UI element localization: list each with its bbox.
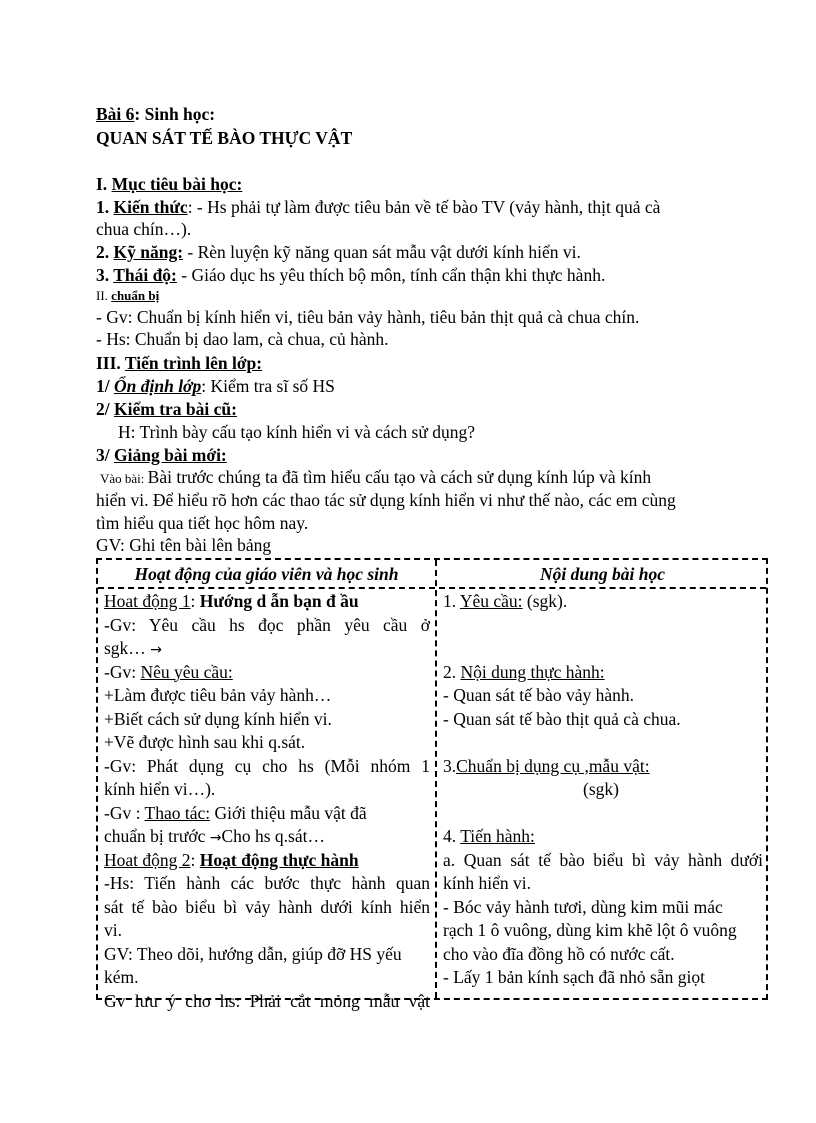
left-line-10-rest: Cho hs q.sát…: [221, 826, 326, 846]
prep-teacher: - Gv: Chuẩn bị kính hiển vi, tiêu bản vảy hành, tiêu bản thịt quả cà chua chín.: [96, 307, 640, 327]
attitude-label: Thái độ:: [113, 265, 177, 285]
attitude-text: - Giáo dục hs yêu thích bộ môn, tính cẩn thận khi thực hành.: [176, 265, 606, 285]
intro-label: Vào bài:: [100, 471, 148, 486]
knowledge-label: Kiến thức: [113, 197, 188, 217]
left-line-8: kính hiển vi…).: [104, 779, 216, 799]
step1-line: [96, 375, 335, 397]
skill-text: - Rèn luyện kỹ năng quan sát mẫu vật dưới kính hiển vi.: [183, 242, 581, 262]
content-line-8: a. Quan sát tế bào biểu bì vảy hành dưới: [443, 849, 763, 870]
activity1-colon: :: [190, 591, 200, 611]
left-line-15: kém.: [104, 967, 139, 987]
right-arrow-icon: →: [209, 830, 222, 846]
content-line-4: - Quan sát tế bào thịt quả cà chua.: [443, 708, 681, 729]
content-item-1-num: 1.: [443, 591, 460, 611]
left-line-9-rest: Giới thiệu mẫu vật đã: [210, 802, 367, 823]
left-line-2-text: sgk…: [104, 638, 151, 658]
table-header-left: Hoạt động của giáo viên và học sinh: [134, 564, 399, 584]
content-item-4-num: 4.: [443, 826, 461, 846]
lesson-title: QUAN SÁT TẾ BÀO THỰC VẬT: [96, 128, 353, 148]
activity2-colon: :: [190, 849, 200, 870]
table-header-right: Nội dung bài học: [540, 564, 665, 584]
content-item-3: [443, 755, 763, 779]
intro-line-2: hiển vi. Để hiểu rõ hơn các thao tác sử dụng kính hiển vi như thế nào, các em cùng: [96, 490, 676, 510]
section3-title: Tiến trình lên lớp:: [124, 353, 263, 373]
left-line-2: [104, 637, 430, 661]
table-left-cell: [104, 590, 430, 1013]
knowledge-line: [96, 196, 660, 218]
lesson-table: [96, 558, 768, 1011]
intro-line-3: tìm hiểu qua tiết học hôm nay.: [96, 513, 309, 533]
step1-num: 1/: [96, 376, 114, 396]
content-item-2-label: Nội dung thực hành:: [460, 661, 605, 682]
spacer: [443, 637, 763, 661]
content-item-3-num: 3.: [443, 755, 457, 776]
intro-line-1: [100, 466, 651, 490]
content-line-3: - Quan sát tế bào vảy hành.: [443, 685, 634, 705]
activity1-title: Hướng d ẫn bạn đ ầu: [199, 591, 359, 611]
step1-text: : Kiểm tra sĩ số HS: [201, 376, 335, 396]
table-column-divider: [435, 560, 437, 998]
intro-text-1: Bài trước chúng ta đã tìm hiểu cấu tạo và cách sử dụng kính lúp và kính: [147, 467, 652, 487]
section2-num: II.: [96, 288, 112, 303]
content-item-1-rest: (sgk).: [522, 591, 568, 611]
step3-line: [96, 444, 227, 466]
content-line-6: (sgk): [583, 779, 619, 799]
table-right-cell: [443, 590, 763, 990]
activity2-label: Hoat động 2: [104, 849, 191, 870]
section2-title: chuẩn bị: [111, 288, 160, 303]
content-line-12: cho vào đĩa đồng hồ có nước cất.: [443, 943, 675, 964]
content-item-2-num: 2.: [443, 661, 461, 682]
left-line-4: +Làm được tiêu bản vảy hành…: [104, 685, 332, 705]
content-line-11: rạch 1 ô vuông, dùng kim khẽ lột ô vuông: [443, 920, 737, 940]
left-line-13: vi.: [104, 920, 122, 940]
left-line-12: sát tế bào biểu bì vảy hành dưới kính hiển: [104, 896, 430, 917]
section2-heading: [96, 285, 159, 307]
content-line-9: kính hiển vi.: [443, 873, 531, 893]
content-item-2: [443, 661, 763, 685]
left-line-3-label: Nêu yêu cầu:: [140, 661, 233, 682]
skill-line: [96, 241, 581, 263]
right-arrow-icon: →: [150, 642, 162, 658]
content-item-3-label: Chuẩn bị dụng cụ ,mẫu vật:: [456, 755, 650, 776]
spacer: [443, 731, 763, 755]
left-line-10: [104, 825, 430, 849]
skill-label: Kỹ năng:: [113, 242, 184, 262]
left-line-5: +Biết cách sử dụng kính hiển vi.: [104, 708, 332, 729]
prep-students: - Hs: Chuẩn bị dao lam, cà chua, củ hành.: [96, 329, 389, 349]
skill-num: 2.: [96, 242, 114, 262]
lesson-subject: : Sinh học:: [134, 104, 216, 124]
left-line-3-prefix: -Gv:: [104, 661, 141, 682]
activity1-heading: [104, 590, 430, 614]
left-line-10-text: chuẩn bị trước: [104, 826, 210, 846]
step2-label: Kiểm tra bài cũ:: [114, 399, 237, 419]
section1-heading: [96, 173, 242, 195]
content-item-4-label: Tiến hành:: [460, 826, 535, 846]
left-line-6: +Vẽ được hình sau khi q.sát.: [104, 732, 306, 752]
section1-num: I.: [96, 174, 112, 194]
attitude-line: [96, 264, 605, 286]
content-item-1: [443, 590, 763, 614]
spacer: [443, 614, 763, 638]
step1-label: Ổn định lớp: [114, 376, 202, 396]
content-line-13: - Lấy 1 bản kính sạch đã nhỏ sẵn giọt: [443, 967, 705, 987]
step2-num: 2/: [96, 399, 114, 419]
left-line-9-label: Thao tác:: [144, 802, 211, 823]
step2-line: [96, 398, 237, 420]
content-item-4: [443, 825, 763, 849]
left-line-11: -Hs: Tiến hành các bước thực hành quan: [104, 873, 430, 893]
knowledge-num: 1.: [96, 197, 114, 217]
section3-heading: [96, 352, 262, 374]
gv-note: GV: Ghi tên bài lên bảng: [96, 535, 272, 555]
left-line-9-prefix: -Gv :: [104, 802, 145, 823]
content-line-10: - Bóc vảy hành tươi, dùng kim mũi mác: [443, 896, 723, 917]
step2-question: H: Trình bày cấu tạo kính hiển vi và cách sử dụng?: [118, 422, 475, 442]
knowledge-text: : - Hs phải tự làm được tiêu bản về tế bào TV (vảy hành, thịt quả cà: [187, 197, 661, 217]
table-header-divider: [98, 587, 766, 589]
lesson-heading: [96, 103, 215, 125]
lesson-label: Bài 6: [96, 104, 135, 124]
section1-title: Mục tiêu bài học:: [111, 174, 243, 194]
knowledge-line-2: chua chín…).: [96, 219, 192, 239]
activity2-heading: [104, 849, 430, 873]
activity2-title: Hoạt động thực hành: [199, 849, 359, 870]
section3-num: III.: [96, 353, 125, 373]
left-line-3: [104, 661, 430, 685]
left-line-16: Gv lưu ý cho hs: Phải cắt mỏng mẫu vật: [104, 990, 430, 1011]
spacer: [443, 802, 763, 826]
left-line-7: -Gv: Phát dụng cụ cho hs (Mỗi nhóm 1: [104, 755, 430, 776]
step3-label: Giảng bài mới:: [114, 445, 227, 465]
left-line-14: GV: Theo dõi, hướng dẫn, giúp đỡ HS yếu: [104, 943, 402, 964]
activity1-label: Hoat động 1: [104, 591, 191, 611]
attitude-num: 3.: [96, 265, 114, 285]
left-line-1: -Gv: Yêu cầu hs đọc phần yêu cầu ở: [104, 614, 430, 635]
step3-num: 3/: [96, 445, 114, 465]
left-line-9: [104, 802, 430, 826]
content-item-1-label: Yêu cầu:: [459, 591, 523, 611]
